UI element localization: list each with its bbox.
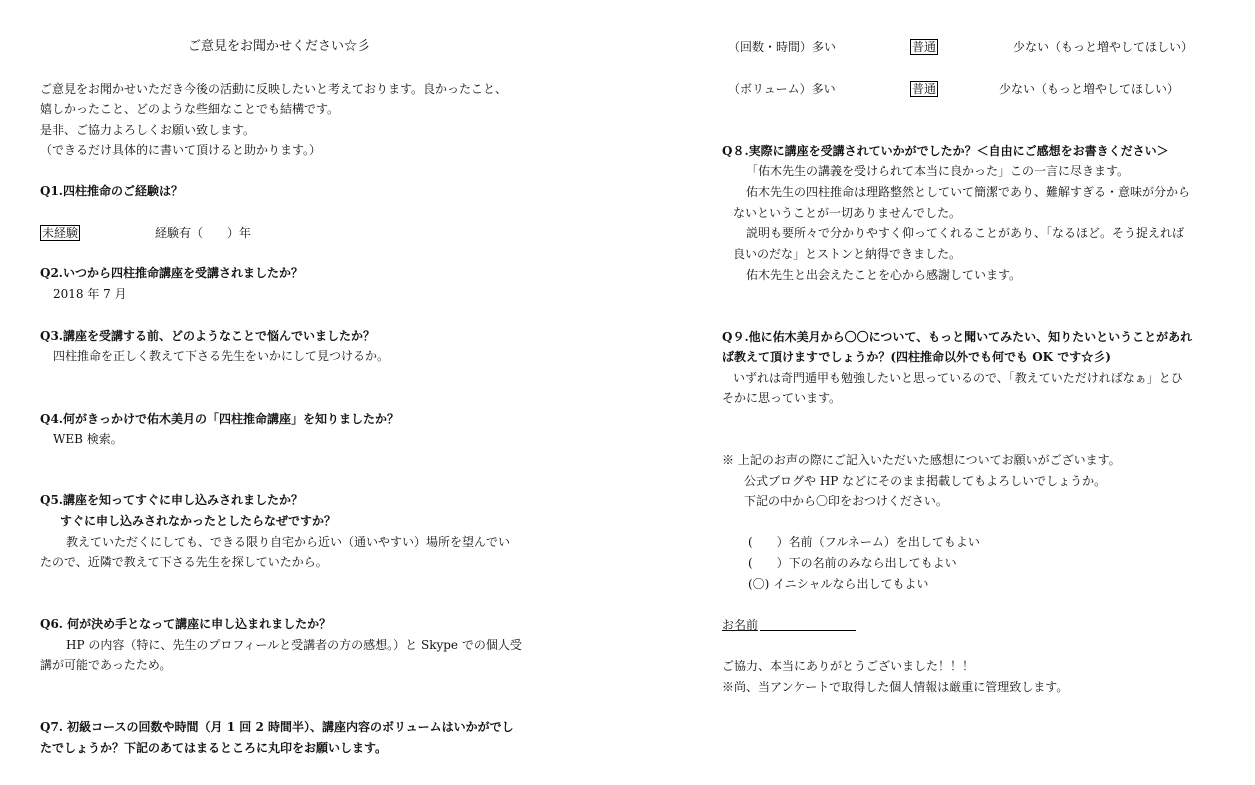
q8-answer-line: 良いのだな」とストンと納得できました。 bbox=[733, 247, 962, 261]
q1-option-experienced: 経験有（ ）年 bbox=[155, 226, 252, 240]
q8-answer-line: 「佑木先生の講義を受けられて本当に良かった」この一言に尽きます。 bbox=[746, 164, 1130, 178]
q7-volume-normal bbox=[910, 81, 938, 97]
privacy-notice: ※尚、当アンケートで取得した個人情報は厳重に管理致します。 bbox=[722, 680, 1069, 694]
q3-question: Q3.講座を受講する前、どのようなことで悩んでいましたか？ bbox=[40, 329, 375, 343]
name-signature-line bbox=[760, 618, 856, 631]
q2-question: Q2.いつから四柱推命講座を受講されましたか？ bbox=[40, 266, 303, 280]
q9-question-line: Q９.他に佑木美月から〇〇について、もっと聞いてみたい、知りたいということがあれ bbox=[722, 330, 1193, 344]
q7-frequency-label: （回数・時間）多い bbox=[728, 40, 837, 54]
notice-line: 下記の中から〇印をおつけください。 bbox=[744, 494, 948, 508]
q2-answer: 2018 年 7 月 bbox=[53, 287, 127, 301]
intro-line: 嬉しかったこと、どのような些細なことでも結構です。 bbox=[40, 102, 340, 116]
thanks-text: ご協力、本当にありがとうございました！！！ bbox=[722, 659, 975, 673]
permission-option: ( ）名前（フルネーム）を出してもよい bbox=[748, 535, 980, 549]
intro-line: （できるだけ具体的に書いて頂けると助かります。） bbox=[40, 143, 322, 157]
q7-volume-normal-label: 普通 bbox=[912, 82, 937, 96]
q8-question: Q８.実際に講座を受講されていかがでしたか？＜自由にご感想をお書きください＞ bbox=[722, 144, 1169, 158]
permission-option: (〇) イニシャルなら出してもよい bbox=[748, 577, 929, 591]
q1-option-none-label: 未経験 bbox=[42, 226, 79, 240]
q1-option-none bbox=[40, 225, 80, 241]
intro-line: ご意見をお聞かせいただき今後の活動に反映したいと考えております。良かったこと、 bbox=[40, 82, 508, 96]
q7-frequency-less: 少ない（もっと増やしてほしい） bbox=[1013, 40, 1194, 54]
q7-question-line: Q7. 初級コースの回数や時間（月 1 回 2 時間半）、講座内容のボリュームはいかがでし bbox=[40, 720, 514, 734]
q9-question-line: ば教えて頂けますでしょうか？(四柱推命以外でも何でも OK です☆彡) bbox=[722, 350, 1111, 364]
q6-answer-line: 講が可能であったため。 bbox=[40, 658, 172, 672]
q6-answer-line: HP の内容（特に、先生のプロフィールと受講者の方の感想。）と Skype での個人受 bbox=[66, 638, 522, 652]
q9-answer-line: そかに思っています。 bbox=[722, 391, 842, 405]
notice-line: ※ 上記のお声の際にご記入いただいた感想についてお願いがございます。 bbox=[722, 453, 1121, 467]
q8-answer-line: 佑木先生の四柱推命は理路整然としていて簡潔であり、難解すぎる・意味が分から bbox=[746, 185, 1191, 199]
q9-answer-line: いずれは奇門遁甲も勉強したいと思っているので、「教えていただければなぁ」とひ bbox=[733, 371, 1183, 385]
q8-answer-line: ないということが一切ありませんでした。 bbox=[733, 206, 962, 220]
q5-answer-line: 教えていただくにしても、できる限り自宅から近い（通いやすい）場所を望んでい bbox=[66, 535, 511, 549]
q7-frequency-normal bbox=[910, 39, 938, 55]
q8-answer-line: 佑木先生と出会えたことを心から感謝しています。 bbox=[746, 268, 1022, 282]
q8-answer-line: 説明も要所々で分かりやすく仰ってくれることがあり、「なるほど。そう捉えれば bbox=[746, 226, 1185, 240]
name-label: お名前 bbox=[722, 618, 759, 632]
q7-question-line: たでしょうか？下記のあてはまるところに丸印をお願いします。 bbox=[40, 741, 388, 755]
notice-line: 公式ブログや HP などにそのまま掲載してもよろしいでしょうか。 bbox=[744, 474, 1107, 488]
q3-answer: 四柱推命を正しく教えて下さる先生をいかにして見つけるか。 bbox=[53, 349, 390, 363]
q7-frequency-normal-label: 普通 bbox=[912, 40, 937, 54]
q5-answer-line: たので、近隣で教えて下さる先生を探していたから。 bbox=[40, 555, 328, 569]
q7-volume-less: 少ない（もっと増やしてほしい） bbox=[999, 82, 1180, 96]
q7-volume-label: （ボリューム）多い bbox=[728, 82, 836, 96]
q6-question: Q6. 何が決め手となって講座に申し込まれましたか？ bbox=[40, 617, 332, 631]
survey-title: ご意見をお聞かせください☆彡 bbox=[188, 39, 371, 54]
q1-question: Q1.四柱推命のご経験は？ bbox=[40, 184, 183, 198]
permission-option: ( ）下の名前のみなら出してもよい bbox=[748, 556, 957, 570]
q5-question: Q5.講座を知ってすぐに申し込みされましたか？ bbox=[40, 493, 303, 507]
intro-line: 是非、ご協力よろしくお願い致します。 bbox=[40, 123, 256, 137]
q4-question: Q4.何がきっかけで佑木美月の「四柱推命講座」を知りましたか？ bbox=[40, 412, 399, 426]
q4-answer: WEB 検索。 bbox=[53, 432, 123, 446]
name-field bbox=[722, 617, 856, 633]
q5-subquestion: すぐに申し込みされなかったとしたらなぜですか？ bbox=[60, 514, 337, 528]
